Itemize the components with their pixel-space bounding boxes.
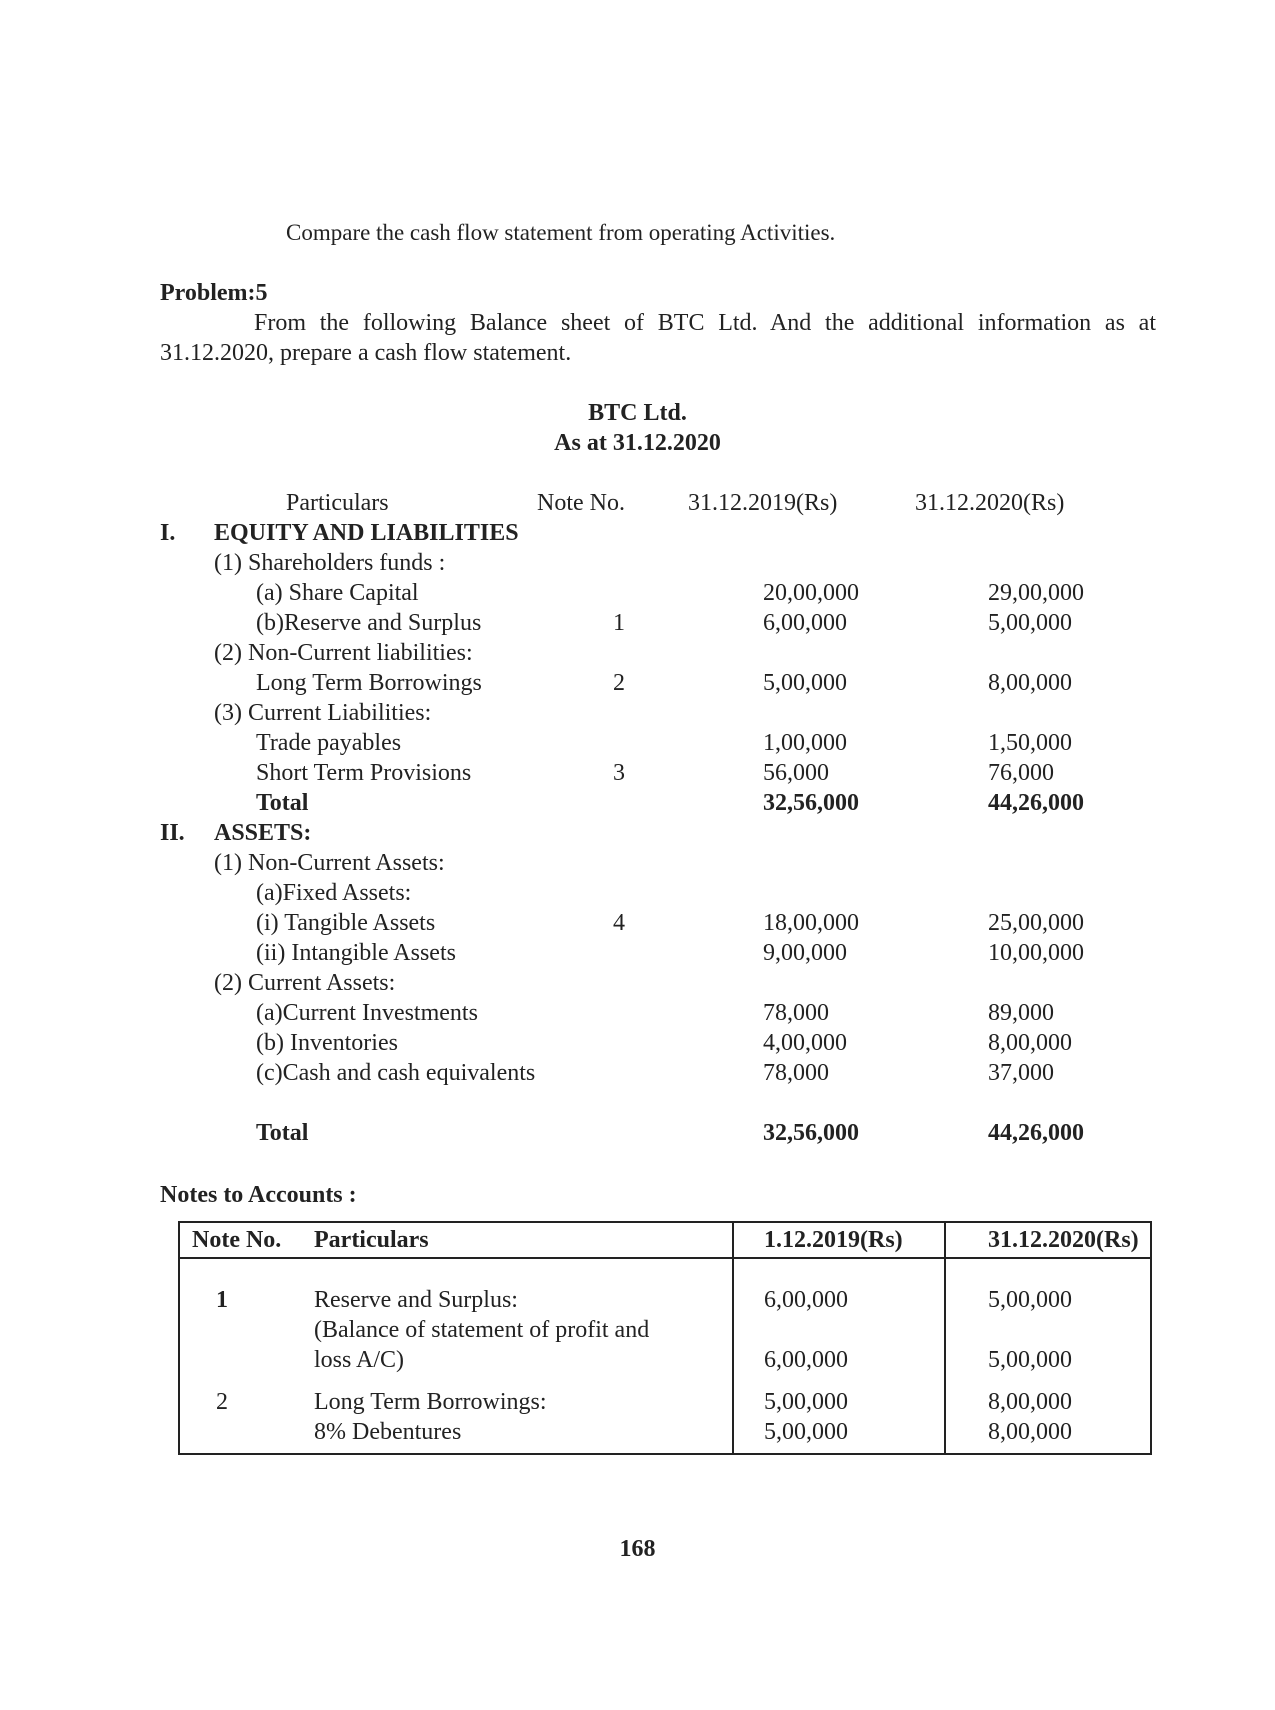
note-particulars-line: 8% Debentures (314, 1419, 462, 1445)
row-value-2019: 1,00,000 (763, 730, 847, 756)
notes-header-particulars: Particulars (314, 1227, 429, 1253)
note-particulars-line: loss A/C) (314, 1347, 405, 1373)
balance-sheet-row (0, 518, 1275, 548)
row-value-2019: 4,00,000 (763, 1030, 847, 1056)
note-particulars-line: Reserve and Surplus: (314, 1287, 518, 1313)
balance-sheet-row (0, 698, 1275, 728)
balance-sheet-row (0, 848, 1275, 878)
problem-heading: Problem:5 (160, 280, 268, 306)
note-value-2020: 8,00,000 (988, 1389, 1072, 1415)
row-label: (a)Fixed Assets: (256, 880, 412, 906)
note-value-2019: 5,00,000 (764, 1419, 848, 1445)
row-label: (b)Reserve and Surplus (256, 610, 482, 636)
note-number: 1 (216, 1287, 228, 1313)
balance-sheet-row (0, 638, 1275, 668)
row-label: Total (256, 1120, 309, 1146)
row-value-2019: 6,00,000 (763, 610, 847, 636)
row-label: (1) Shareholders funds : (214, 550, 446, 576)
row-label: (3) Current Liabilities: (214, 700, 432, 726)
row-value-2020: 44,26,000 (988, 1120, 1084, 1146)
row-value-2019: 78,000 (763, 1060, 829, 1086)
balance-sheet-subtitle: As at 31.12.2020 (554, 430, 721, 456)
balance-sheet-row (0, 938, 1275, 968)
row-label: (a) Share Capital (256, 580, 419, 606)
row-label: (ii) Intangible Assets (256, 940, 456, 966)
row-note-no: 3 (613, 760, 625, 786)
header-2020: 31.12.2020(Rs) (915, 490, 1065, 516)
row-label: (b) Inventories (256, 1030, 398, 1056)
table-header-rule (180, 1257, 1150, 1259)
note-number: 2 (216, 1389, 228, 1415)
balance-sheet-row (0, 1118, 1275, 1148)
balance-sheet-row (0, 818, 1275, 848)
notes-table (178, 1221, 1152, 1455)
row-label: (i) Tangible Assets (256, 910, 436, 936)
row-label: Short Term Provisions (256, 760, 472, 786)
row-value-2019: 56,000 (763, 760, 829, 786)
header-particulars: Particulars (286, 490, 389, 516)
problem-text: From the following Balance sheet of BTC Ltd. And the additional information as at 31.12.2020, prepare a cash flow statement. (160, 310, 1156, 366)
balance-sheet-row (0, 998, 1275, 1028)
intro-line: Compare the cash flow statement from operating Activities. (286, 220, 836, 245)
balance-sheet-row (0, 968, 1275, 998)
notes-header-2020: 31.12.2020(Rs) (988, 1227, 1139, 1253)
header-note-no: Note No. (537, 490, 625, 516)
row-value-2020: 1,50,000 (988, 730, 1072, 756)
row-value-2020: 29,00,000 (988, 580, 1084, 606)
row-label: (2) Current Assets: (214, 970, 396, 996)
row-value-2020: 37,000 (988, 1060, 1054, 1086)
header-2019: 31.12.2019(Rs) (688, 490, 838, 516)
row-label: ASSETS: (214, 820, 312, 846)
balance-sheet-row (0, 788, 1275, 818)
balance-sheet-row (0, 608, 1275, 638)
row-value-2020: 5,00,000 (988, 610, 1072, 636)
note-value-2019: 6,00,000 (764, 1347, 848, 1373)
note-value-2020: 8,00,000 (988, 1419, 1072, 1445)
balance-sheet-row (0, 548, 1275, 578)
row-value-2020: 25,00,000 (988, 910, 1084, 936)
row-value-2019: 32,56,000 (763, 790, 859, 816)
row-note-no: 4 (613, 910, 625, 936)
row-value-2020: 44,26,000 (988, 790, 1084, 816)
section-numeral: II. (160, 820, 185, 846)
row-value-2019: 9,00,000 (763, 940, 847, 966)
note-value-2020: 5,00,000 (988, 1347, 1072, 1373)
row-label: Total (256, 790, 309, 816)
balance-sheet-row (0, 668, 1275, 698)
row-label: (1) Non-Current Assets: (214, 850, 445, 876)
balance-sheet-header (0, 488, 1275, 518)
balance-sheet-row (0, 1028, 1275, 1058)
row-value-2019: 32,56,000 (763, 1120, 859, 1146)
row-value-2020: 10,00,000 (988, 940, 1084, 966)
balance-sheet-row (0, 878, 1275, 908)
row-value-2019: 18,00,000 (763, 910, 859, 936)
note-particulars-line: (Balance of statement of profit and (314, 1317, 650, 1343)
row-value-2020: 89,000 (988, 1000, 1054, 1026)
balance-sheet-row (0, 1058, 1275, 1088)
row-label: Long Term Borrowings (256, 670, 482, 696)
note-particulars-line: Long Term Borrowings: (314, 1389, 547, 1415)
balance-sheet-row (0, 728, 1275, 758)
row-label: Trade payables (256, 730, 402, 756)
row-label: EQUITY AND LIABILITIES (214, 520, 519, 546)
page-number: 168 (619, 1536, 656, 1562)
note-value-2019: 6,00,000 (764, 1287, 848, 1313)
balance-sheet-title: BTC Ltd. (588, 400, 687, 426)
row-value-2019: 20,00,000 (763, 580, 859, 606)
row-note-no: 2 (613, 670, 625, 696)
notes-header-note-no: Note No. (192, 1227, 282, 1253)
row-value-2020: 8,00,000 (988, 1030, 1072, 1056)
balance-sheet-row (0, 578, 1275, 608)
note-value-2020: 5,00,000 (988, 1287, 1072, 1313)
balance-sheet-row (0, 908, 1275, 938)
row-label: (c)Cash and cash equivalents (256, 1060, 536, 1086)
note-value-2019: 5,00,000 (764, 1389, 848, 1415)
row-value-2020: 76,000 (988, 760, 1054, 786)
notes-heading: Notes to Accounts : (160, 1182, 357, 1208)
section-numeral: I. (160, 520, 176, 546)
row-value-2019: 78,000 (763, 1000, 829, 1026)
row-note-no: 1 (613, 610, 625, 636)
row-label: (2) Non-Current liabilities: (214, 640, 473, 666)
row-value-2019: 5,00,000 (763, 670, 847, 696)
notes-header-2019: 1.12.2019(Rs) (764, 1227, 903, 1253)
row-value-2020: 8,00,000 (988, 670, 1072, 696)
balance-sheet-row (0, 758, 1275, 788)
row-label: (a)Current Investments (256, 1000, 478, 1026)
